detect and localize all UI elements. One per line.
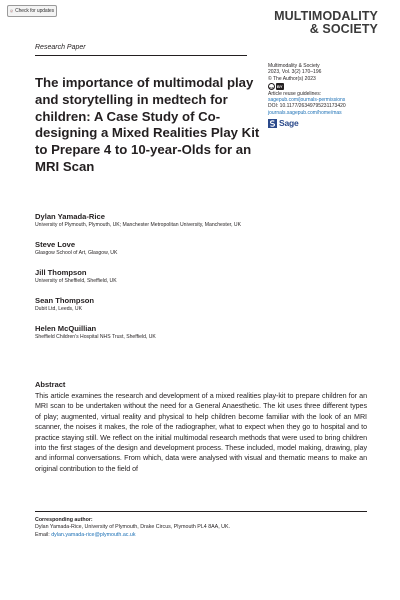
abstract-text: This article examines the research and development of a mixed realities play-kit to prepare children for an MRI scan to be undertaken without the need for a General Anaesthetic. The kit uses three different types of play; augmented, virtual reality and physical to help children become familiar with the look of an MRI scanner, the noises it makes, the role of the radiographer, what to expect when they go to hospital and to practice staying still. We reflect on the initial multimodal research methods that were used to bring children into the first stages of the design and development process. These included, model making, drawing, play and informal conversations. From which, data were analysed with visual and thematic means to make an original contribution to the field of [35,392,367,473]
corresponding-author-label: Corresponding author: [35,517,93,523]
cc-by-icon: BY [277,83,283,89]
corresponding-author-address: Dylan Yamada-Rice, University of Plymouth, Drake Circus, Plymouth PL4 8AA, UK. [35,524,230,531]
article-type: Research Paper [35,44,86,51]
sage-logo-icon [268,119,277,128]
author-name: Dylan Yamada-Rice [35,212,105,221]
author-affiliation: Glasgow School of Art, Glasgow, UK [35,250,118,256]
author-affiliation: University of Plymouth, Plymouth, UK; Manchester Metropolitan University, Manchester, UK [35,222,241,228]
author-entry [35,240,365,268]
meta-reuse-label: Article reuse guidelines: [268,90,322,97]
author-name: Steve Love [35,240,76,249]
email-label: Email: [35,531,50,538]
journal-logo-text [274,10,378,36]
header-divider [35,55,247,56]
check-for-updates-icon [10,7,13,15]
journal-logo-line2: & SOCIETY [309,22,378,36]
author-entry [35,212,365,240]
author-name: Helen McQuillian [35,324,97,333]
sage-logo [268,119,383,128]
corresponding-author [35,517,375,539]
author-affiliation: University of Sheffield, Sheffield, UK [35,278,117,284]
author-entry [35,268,365,296]
check-for-updates-badge[interactable] [7,5,57,17]
check-for-updates-label: Check for updates [15,8,54,14]
article-title: The importance of multimodal play and storytelling in medtech for children: A Case Study of Co-designing a Mixed Realities Play Kit to Prepare 4 to 10-year-Olds for an MRI Scan [35,75,260,174]
sage-logo-text: Sage [279,118,299,129]
corresponding-author-email[interactable]: dylan.yamada-rice@plymouth.ac.uk [51,531,136,538]
meta-journal-link[interactable]: journals.sagepub.com/home/mas [268,109,342,116]
author-affiliation: Sheffield Children's Hospital NHS Trust, Sheffield, UK [35,334,156,340]
author-name: Jill Thompson [35,268,87,277]
author-name: Sean Thompson [35,296,95,305]
meta-citation: 2023, Vol. 3(2) 170–196 [268,69,322,76]
meta-copyright: © The Author(s) 2023 [268,75,316,82]
meta-journal-name: Multimodality & Society [268,63,320,69]
meta-doi[interactable]: DOI: 10.1177/26349795231173420 [268,103,346,110]
abstract-heading: Abstract [35,380,66,389]
cc-icon: cc [269,84,274,90]
journal-logo-line1: MULTIMODALITY [274,9,378,23]
cc-license-badge[interactable] [268,83,383,90]
meta-reuse-link[interactable]: sagepub.com/journals-permissions [268,97,346,104]
author-entry [35,296,365,324]
author-affiliation: Dubit Ltd, Leeds, UK [35,306,83,312]
footnote-divider [35,511,367,512]
author-entry [35,324,365,352]
article-metadata [268,63,383,128]
author-list [35,212,365,352]
